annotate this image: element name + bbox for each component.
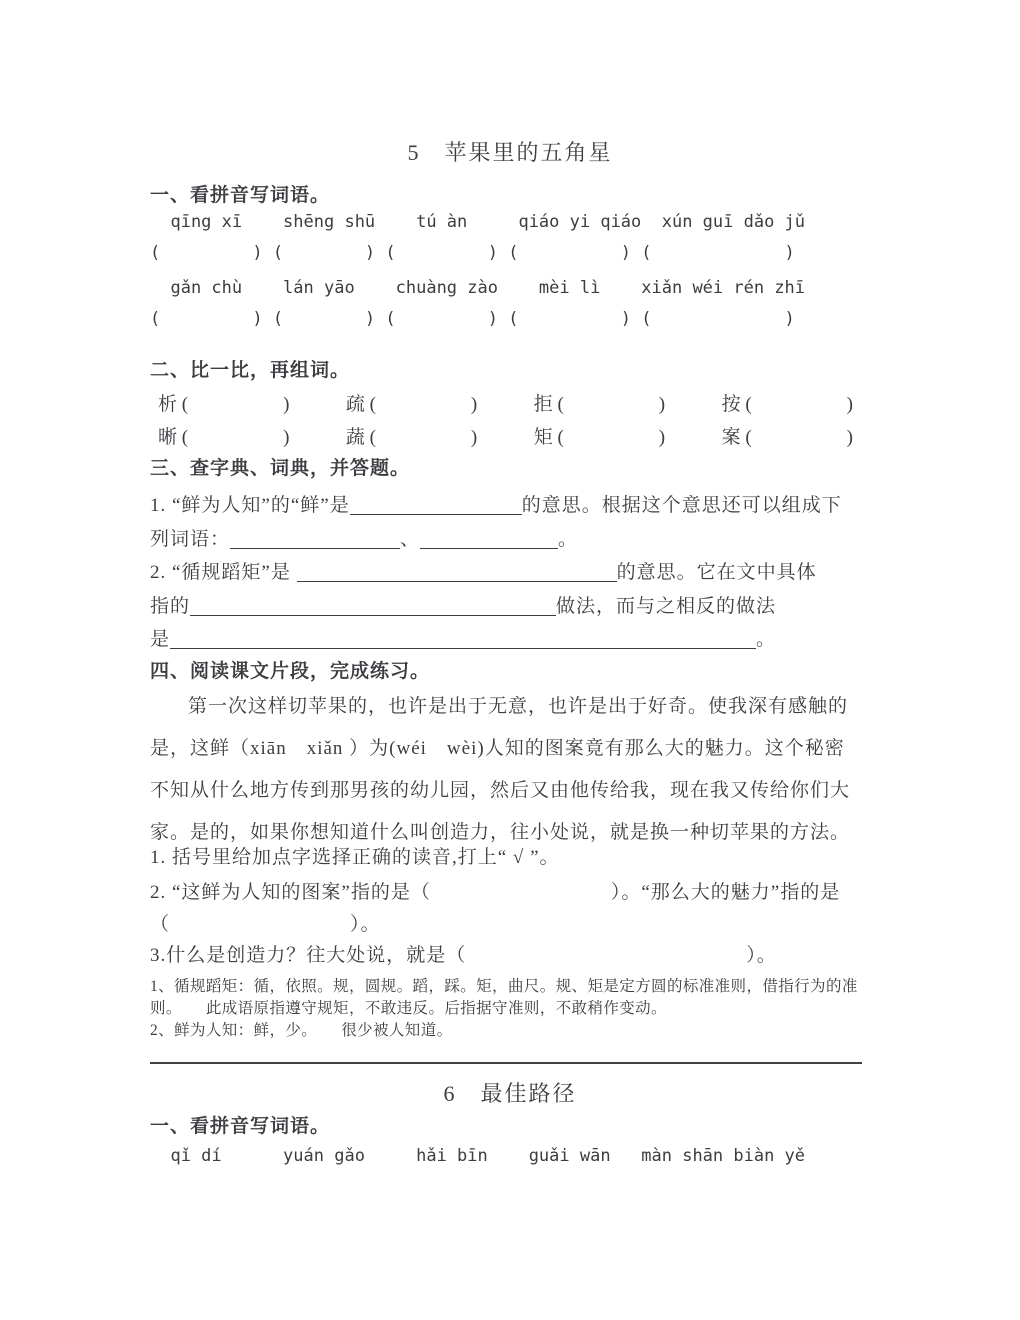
compare-cell: 晰 ( ) (158, 427, 290, 448)
answer-blank (190, 610, 556, 616)
question-text: 做法，而与之相反的做法 (556, 596, 777, 617)
compare-cell: 案 ( ) (721, 427, 853, 448)
question-text: 指的 (150, 596, 191, 617)
passage-question-2-line-1: 2. “这鲜为人知的图案”指的是（ ）。“那么大的魅力”指的是 (150, 882, 841, 903)
reading-passage: 第一次这样切苹果的，也许是出于无意，也许是出于好奇。使我深有感触的是，这鲜（xiān xiǎn ）为(wéi wèi)人知的图案竟有那么大的魅力。这个秘密不知从什么地方传到那男孩的幼儿园，然后又由他传给我，现在我又传给你们大家。是的，如果你想知道什么叫创造力，往小处说，就是换一种切苹果的方法。 (150, 696, 851, 843)
question-2-line-1 (150, 557, 817, 584)
question-1-line-1 (150, 490, 842, 517)
answer-paren-row-1: ( ) ( ) ( ) ( ) ( ) (150, 243, 795, 263)
compare-cell: 蔬 ( ) (345, 427, 478, 448)
question-text: 、 (400, 529, 421, 550)
pinyin-row-1: qīng xī shēng shū tú àn qiáo yi qiáo xún guī dǎo jǔ (150, 212, 806, 232)
lesson6-title: 6 最佳路径 (443, 1081, 577, 1106)
footnote-xunguidaoju: 1、循规蹈矩：循，依照。规，圆规。蹈，踩。矩，曲尺。规、矩是定方圆的标准准则，借指行为的准则。 此成语原指遵守规矩，不敢违反。后指据守准则，不敢稍作变动。 (150, 978, 858, 1017)
pinyin-row-2: gǎn chù lán yāo chuàng zào mèi lì xiǎn wéi rén zhī (150, 278, 806, 298)
question-text: 。 (756, 629, 777, 650)
question-text: 是 (150, 629, 171, 650)
lesson5-title: 5 苹果里的五角星 (407, 140, 613, 165)
lesson5-section2-heading: 二、比一比，再组词。 (150, 360, 351, 381)
question-text: 的意思。根据这个意思还可以组成下 (521, 495, 842, 516)
question-text: 1. “鲜为人知”的“鲜”是 (150, 495, 350, 516)
compare-words-row-1 (158, 389, 853, 416)
footnotes (150, 976, 868, 1042)
passage-question-1: 1. 括号里给加点字选择正确的读音,打上“ √ ”。 (150, 847, 560, 868)
compare-cell: 按 ( ) (721, 394, 853, 415)
question-text: 2. “循规蹈矩”是 (150, 562, 297, 583)
answer-paren-row-2: ( ) ( ) ( ) ( ) ( ) (150, 309, 795, 329)
lesson6-section1-heading: 一、看拼音写词语。 (150, 1116, 331, 1137)
footnote-xianweirenzhi: 2、鲜为人知：鲜，少。 很少被人知道。 (150, 1022, 453, 1039)
lesson5-section4-heading: 四、阅读课文片段，完成练习。 (150, 661, 431, 682)
section-divider (150, 1062, 862, 1064)
question-text: 。 (558, 529, 579, 550)
answer-blank (420, 543, 558, 549)
question-text: 列词语： (150, 529, 231, 550)
passage-question-3: 3.什么是创造力？往大处说，就是（ ）。 (150, 945, 777, 966)
question-1-line-2 (150, 524, 578, 551)
compare-cell: 析 ( ) (158, 394, 290, 415)
compare-cell: 矩 ( ) (533, 427, 666, 448)
question-2-line-2 (150, 591, 776, 618)
lesson6-pinyin-row: qǐ dí yuán gǎo hǎi bīn guǎi wān màn shān biàn yě (150, 1146, 806, 1166)
lesson5-section1-heading: 一、看拼音写词语。 (150, 185, 331, 206)
compare-cell: 疏 ( ) (345, 394, 478, 415)
answer-blank (350, 509, 522, 515)
answer-blank (230, 543, 400, 549)
compare-cell: 拒 ( ) (533, 394, 666, 415)
question-2-line-3 (150, 624, 776, 651)
answer-blank (297, 576, 617, 582)
question-text: 的意思。它在文中具体 (616, 562, 817, 583)
passage-question-2-line-2: （ ）。 (150, 914, 381, 935)
lesson5-section3-heading: 三、查字典、词典，并答题。 (150, 458, 411, 479)
compare-words-row-2 (158, 422, 853, 449)
answer-blank (170, 643, 756, 649)
